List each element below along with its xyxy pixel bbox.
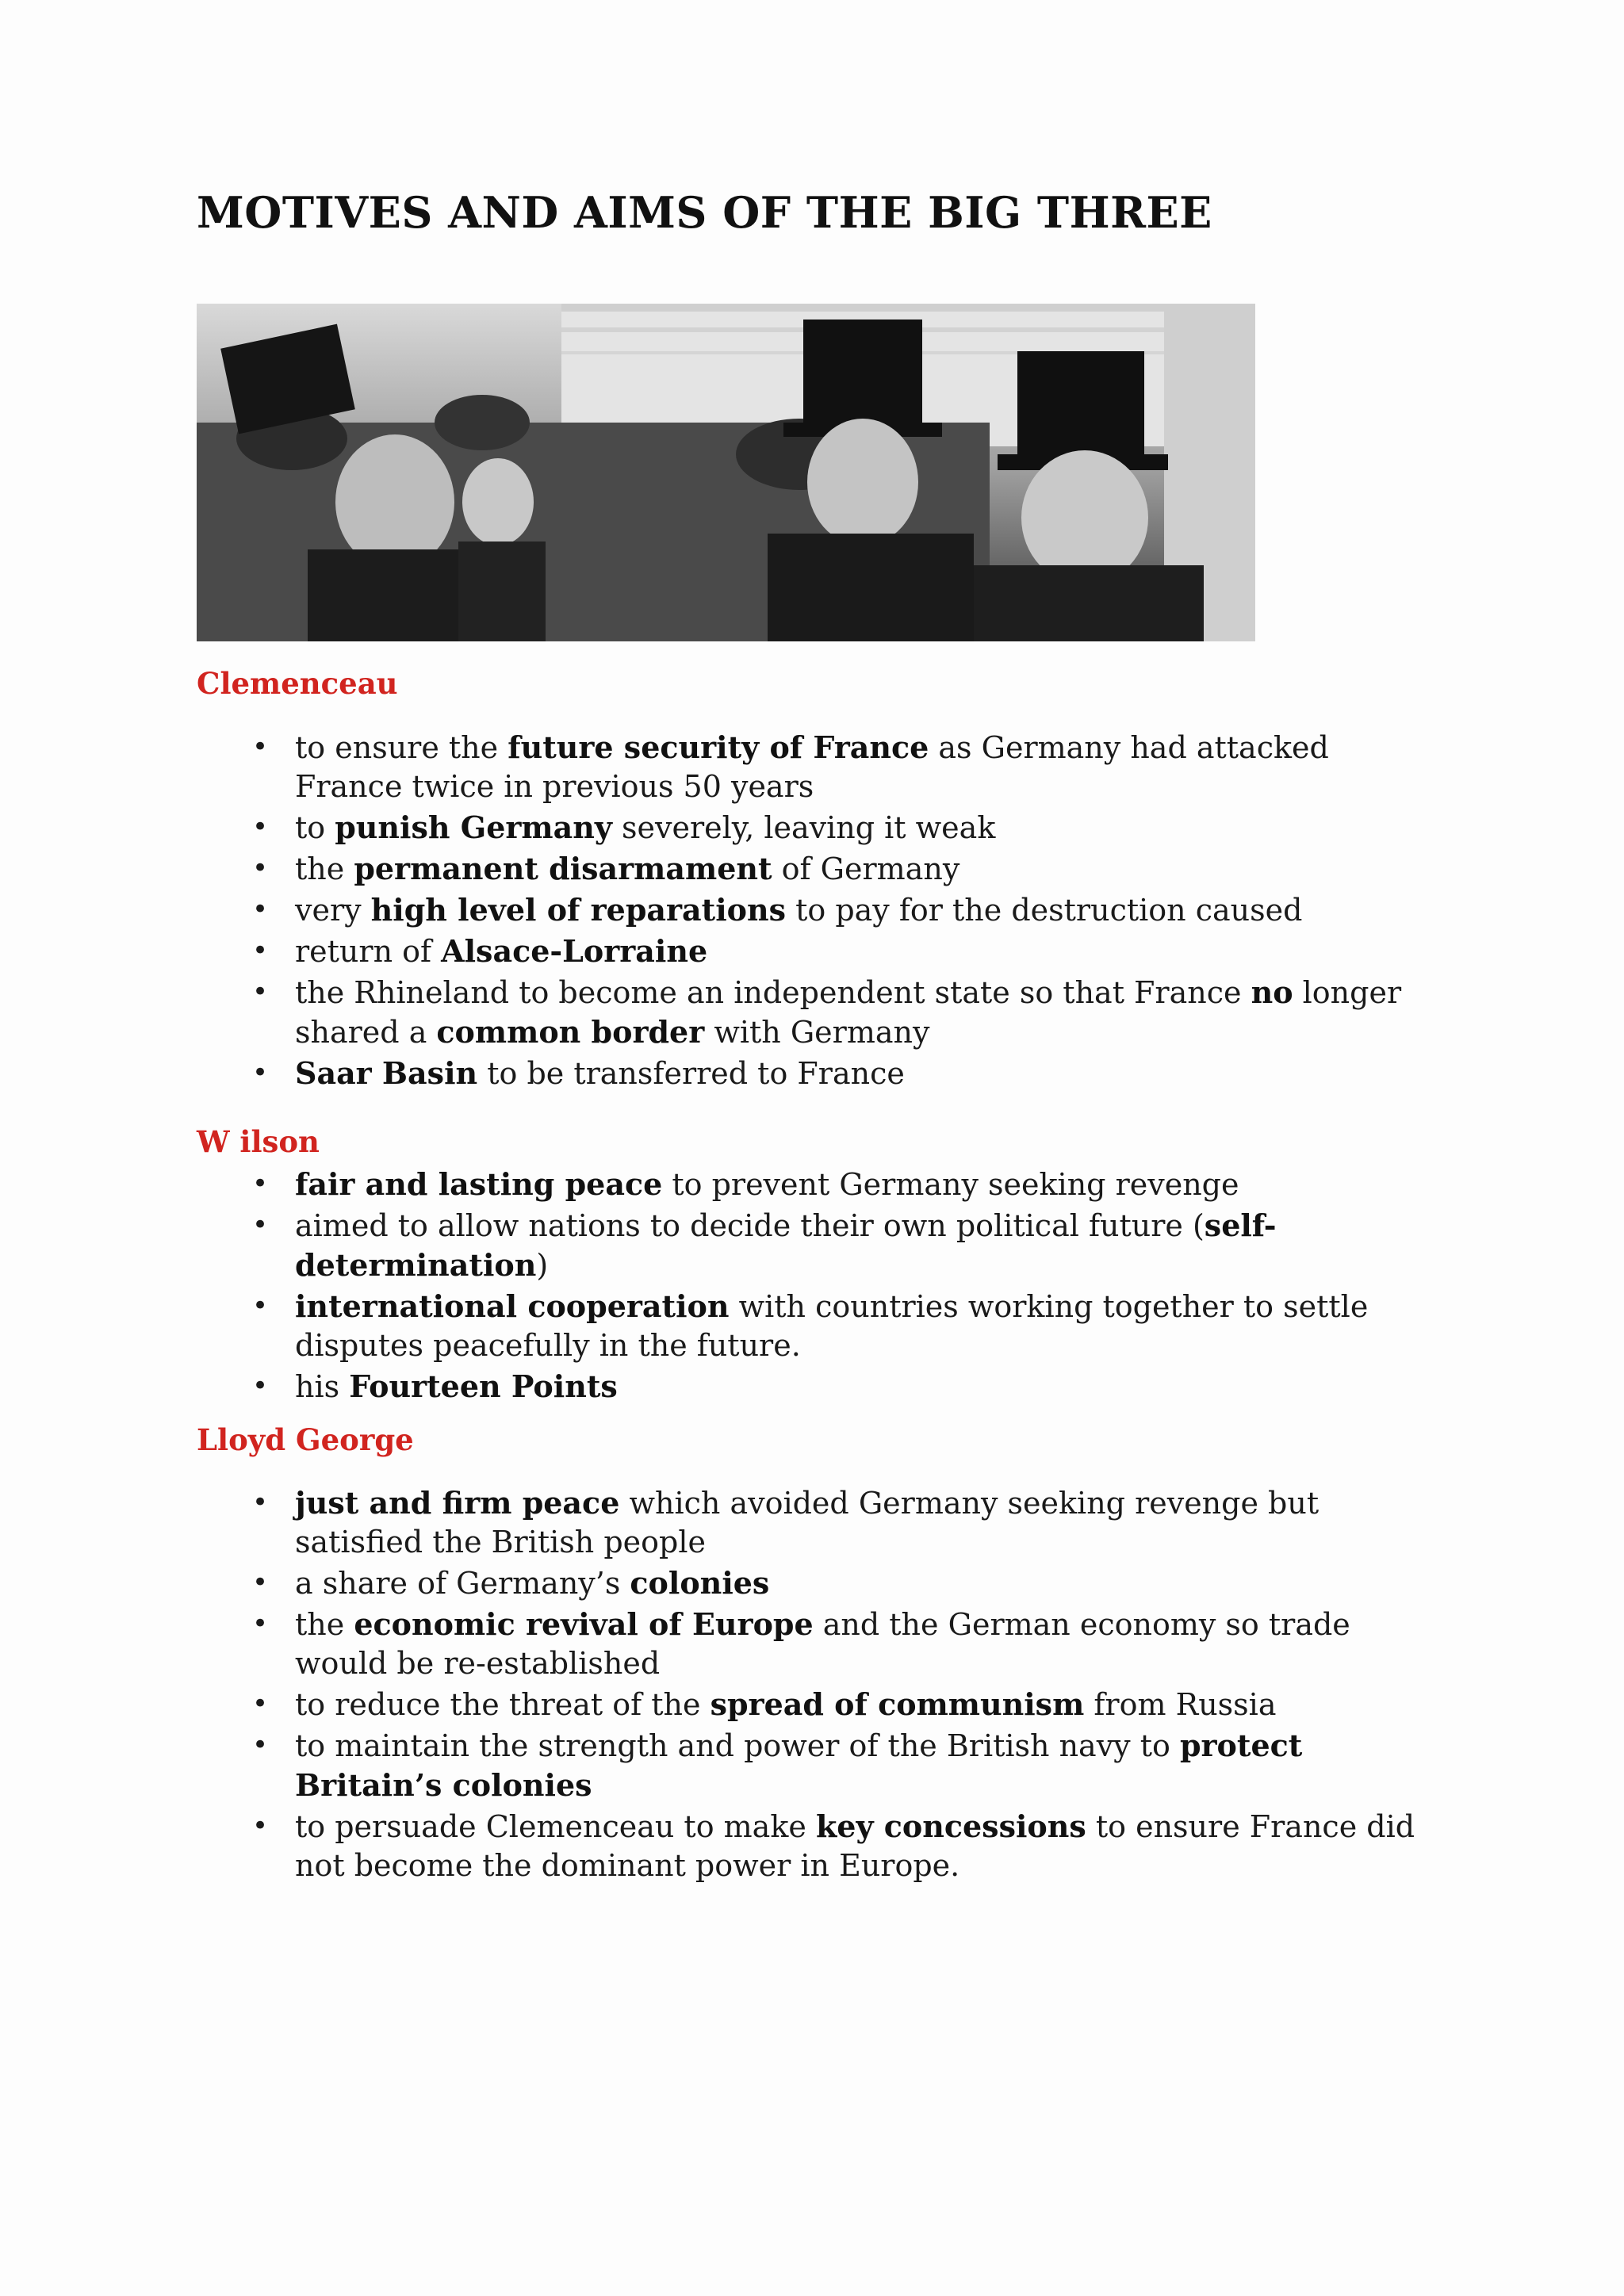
list-item: [197, 1685, 1434, 1724]
bullet-icon: •: [252, 1370, 269, 1402]
bold-text: punish Germany: [335, 809, 612, 845]
bold-text: high level of reparations: [370, 892, 787, 928]
bold-text: colonies: [630, 1565, 770, 1601]
section-heading-wilson: W ilson: [197, 1124, 320, 1159]
bullet-icon: •: [252, 731, 269, 763]
lloyd-george-aims-list: [197, 1483, 1434, 1887]
text: to ensure the: [295, 730, 508, 765]
text: return of: [295, 934, 442, 969]
bullet-icon: •: [252, 1290, 269, 1322]
text: to persuade Clemenceau to make: [295, 1809, 816, 1844]
bullet-icon: •: [252, 811, 269, 843]
bullet-icon: •: [252, 1567, 269, 1598]
list-item: [197, 973, 1434, 1052]
text: the: [295, 851, 354, 886]
bullet-icon: •: [252, 976, 269, 1008]
bold-text: Alsace-Lorraine: [441, 933, 708, 969]
list-item: [197, 932, 1434, 971]
list-item: [197, 1726, 1434, 1805]
bullet-icon: •: [252, 1209, 269, 1241]
list-item: [197, 1605, 1434, 1683]
bullet-icon: •: [252, 1810, 269, 1842]
text: a share of Germany’s: [295, 1566, 630, 1601]
text: to: [295, 810, 335, 845]
text: to ensure France did not become the dominant power in Europe.: [295, 1809, 1415, 1883]
bullet-icon: •: [252, 1057, 269, 1089]
text: the: [295, 1607, 354, 1642]
text: to maintain the strength and power of the British navy to: [295, 1728, 1180, 1763]
text: and the German economy so trade would be re-established: [295, 1607, 1350, 1681]
bullet-icon: •: [252, 1608, 269, 1640]
text: ): [536, 1248, 549, 1283]
bold-text: economic revival of Europe: [354, 1606, 814, 1642]
bullet-icon: •: [252, 1729, 269, 1761]
text: to reduce the threat of the: [295, 1687, 710, 1722]
bullet-icon: •: [252, 894, 269, 925]
text: which avoided Germany seeking revenge but satisfied the British people: [295, 1486, 1320, 1559]
bold-text: future security of France: [508, 729, 929, 765]
text: aimed to allow nations to decide their own political future (: [295, 1208, 1205, 1243]
text: longer shared a: [295, 975, 1402, 1050]
clemenceau-aims-list: [197, 728, 1434, 1095]
text: with countries working together to settle disputes peacefully in the future.: [295, 1289, 1369, 1363]
bold-text: Saar Basin: [295, 1055, 478, 1091]
bullet-icon: •: [252, 1168, 269, 1200]
text: from Russia: [1084, 1687, 1277, 1722]
bold-text: no: [1251, 974, 1293, 1010]
bold-text: just and firm peace: [295, 1485, 620, 1521]
bold-text: protect Britain’s colonies: [295, 1728, 1303, 1803]
text: of Germany: [772, 851, 960, 886]
bold-text: international cooperation: [295, 1288, 730, 1324]
bold-text: common border: [436, 1014, 705, 1050]
bold-text: self-determination: [295, 1207, 1277, 1283]
bold-text: permanent disarmament: [354, 851, 772, 886]
list-item: [197, 728, 1434, 806]
text: as Germany had attacked France twice in previous 50 years: [295, 730, 1329, 804]
photo-illustration: [197, 304, 1255, 641]
bold-text: spread of communism: [710, 1686, 1085, 1722]
list-item: [197, 1287, 1434, 1365]
list-item: [197, 1165, 1434, 1204]
list-item: [197, 1563, 1434, 1603]
section-heading-lloyd-george: Lloyd George: [197, 1422, 414, 1457]
text: to prevent Germany seeking revenge: [662, 1167, 1239, 1202]
text: severely, leaving it weak: [611, 810, 996, 845]
bullet-icon: •: [252, 1487, 269, 1518]
section-heading-clemenceau: Clemenceau: [197, 666, 398, 701]
text: to be transferred to France: [477, 1056, 905, 1091]
bold-text: key concessions: [815, 1808, 1086, 1844]
text: the Rhineland to become an independent state so that France: [295, 975, 1251, 1010]
text: with Germany: [704, 1015, 930, 1050]
bold-text: fair and lasting peace: [295, 1166, 663, 1202]
big-three-photo: [197, 304, 1255, 641]
list-item: [197, 1807, 1434, 1885]
list-item: [197, 1367, 1434, 1406]
bullet-icon: •: [252, 852, 269, 884]
bold-text: Fourteen Points: [349, 1368, 618, 1404]
list-item: [197, 1206, 1434, 1285]
text: his: [295, 1369, 350, 1404]
list-item: [197, 1054, 1434, 1093]
text: to pay for the destruction caused: [786, 893, 1303, 928]
text: very: [295, 893, 371, 928]
bullet-icon: •: [252, 935, 269, 966]
list-item: [197, 808, 1434, 848]
wilson-aims-list: [197, 1165, 1434, 1408]
list-item: [197, 849, 1434, 889]
list-item: [197, 890, 1434, 930]
list-item: [197, 1483, 1434, 1562]
bullet-icon: •: [252, 1688, 269, 1720]
page-title: MOTIVES AND AIMS OF THE BIG THREE: [197, 187, 1212, 238]
